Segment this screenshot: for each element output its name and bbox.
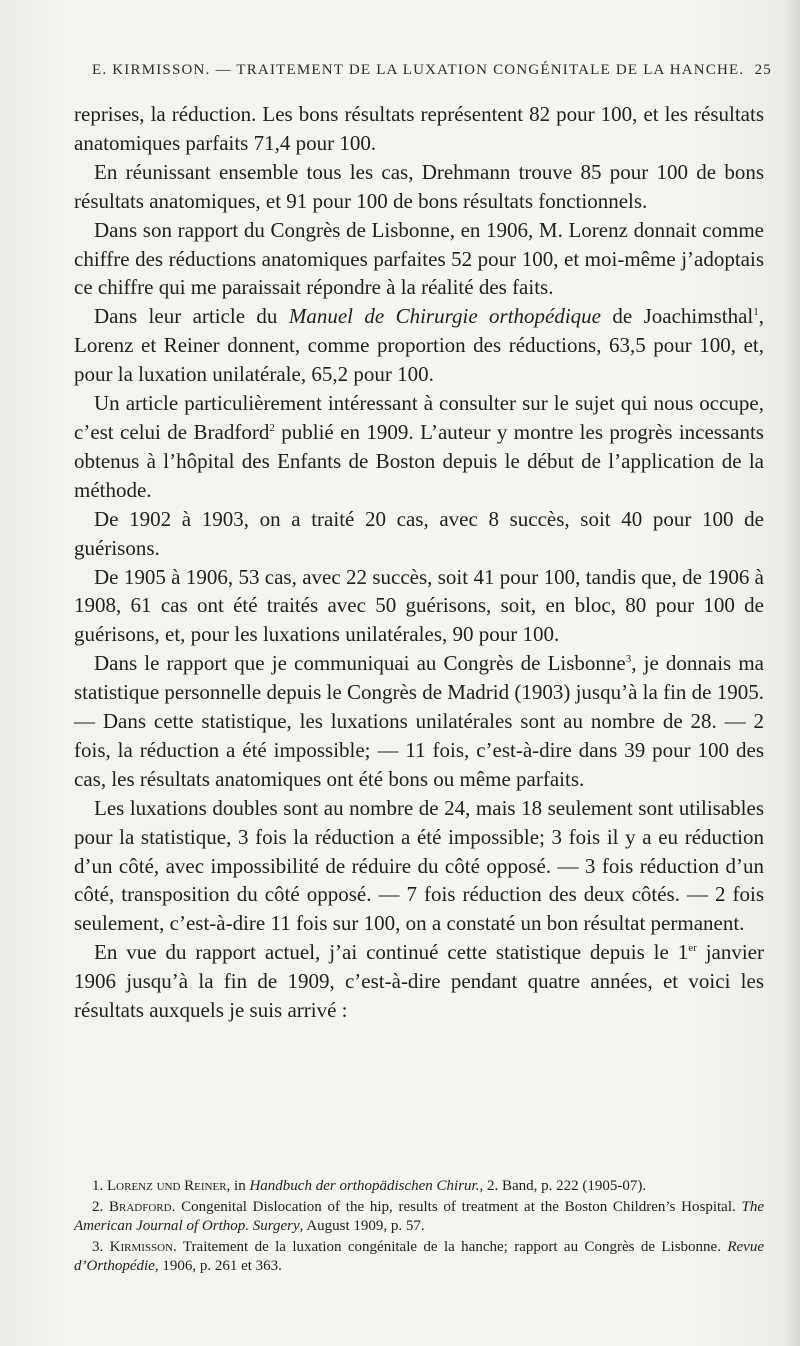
paragraph-4-text-a: Dans leur article du (94, 304, 289, 329)
footnote-2 (74, 1198, 764, 1236)
footnote-2-text-b: , August 1909, p. 57. (299, 1218, 425, 1234)
footnote-3-number: 3. (92, 1239, 110, 1255)
paragraph-9: Les luxations doubles sont au nombre de 24, mais 18 seulement sont utilisables pour la statistique, 3 fois la réduction a été impossible; 3 fois il y a eu réduction d’un côté, avec impossibilité de réduire du côté opposé. — 3 fois réduction d’un côté, transposition du côté opposé. — 7 fois réduction des deux côtés. — 2 fois seulement, c’est-à-dire 11 fois sur 100, on a constaté un bon résultat permanent. (74, 795, 764, 936)
paragraph-1: reprises, la réduction. Les bons résultats représentent 82 pour 100, et les résultats anatomiques parfaits 71,4 pour 100. (74, 102, 764, 155)
running-head (92, 62, 772, 79)
paragraph-4-text-c: , Lorenz et Reiner donnent, comme proportion des réductions, 63,5 pour 100, et, pour la luxation unilatérale, 65,2 pour 100. (74, 304, 765, 387)
paragraph-10-text-b: janvier 1906 jusqu’à la fin de 1909, c’est-à-dire pendant quatre années, et voici les résultats auxquels je suis arrivé : (74, 940, 764, 1023)
body-text (74, 100, 764, 1025)
footnote-3-text-a: . Traitement de la luxation congénitale de la hanche; rapport au Congrès de Lisbonne. (173, 1239, 728, 1255)
book-title-manuel: Manuel de Chirurgie orthopédique (288, 304, 602, 329)
ordinal-superscript: er (688, 942, 697, 955)
paragraph-2: En réunissant ensemble tous les cas, Drehmann trouve 85 pour 100 de bons résultats anatomiques, et 91 pour 100 de bons résultats fonctionnels. (74, 159, 764, 213)
paragraph-8 (74, 649, 764, 794)
paragraph-8-text-a: Dans le rapport que je communiquai au Congrès de Lisbonne (94, 651, 626, 676)
footnote-2-author: Bradford (109, 1199, 172, 1215)
footnote-2-title: The American Journal of Orthop. Surgery (74, 1199, 765, 1234)
footnote-2-text-a: . Congenital Dislocation of the hip, results of treatment at the Boston Children’s Hospital. (171, 1199, 742, 1215)
running-title: E. KIRMISSON. — TRAITEMENT DE LA LUXATION CONGÉNITALE DE LA HANCHE. (92, 62, 745, 78)
footnote-3 (74, 1238, 764, 1276)
paragraph-8-text-b: , je donnais ma statistique personnelle depuis le Congrès de Madrid (1903) jusqu’à la fin de 1905. — Dans cette statistique, les luxations unilatérales sont au nombre de 28. — 2 fois, la réduction a été impossible; — 11 fois, c’est-à-dire dans 39 pour 100 des cas, les résultats anatomiques ont été bons ou même parfaits. (74, 651, 765, 791)
paragraph-5-text-b: publié en 1909. L’auteur y montre les progrès incessants obtenus à l’hôpital des Enfants de Boston depuis le début de l’application de la méthode. (74, 419, 764, 502)
footnote-ref-3: 3 (625, 653, 632, 666)
page-edge-shadow (782, 0, 800, 1346)
footnote-1-text-b: , 2. Band, p. 222 (1905-07). (479, 1178, 647, 1194)
footnote-1-title: Handbuch der orthopädischen Chirur. (249, 1178, 480, 1194)
footnote-1-number: 1. (92, 1178, 107, 1194)
footnote-1-authors: Lorenz und Reiner (107, 1178, 227, 1194)
paragraph-5-text-a: Un article particulièrement intéressant à consulter sur le sujet qui nous occupe, c’est celui de Bradford (74, 391, 764, 444)
footnote-1-text-a: , in (226, 1178, 250, 1194)
paragraph-10-text-a: En vue du rapport actuel, j’ai continué cette statistique depuis le 1 (94, 940, 689, 965)
footnote-ref-1: 1 (753, 306, 759, 319)
paragraph-4 (74, 302, 764, 389)
footnote-2-number: 2. (92, 1199, 109, 1215)
paragraph-7: De 1905 à 1906, 53 cas, avec 22 succès, soit 41 pour 100, tandis que, de 1906 à 1908, 61 cas ont été traités avec 50 guérisons, soit, en bloc, 80 pour 100 de guérisons, et, pour les luxations unilatérales, 90 pour 100. (74, 564, 764, 647)
footnote-1 (74, 1177, 764, 1196)
footnote-3-title: Revue d’Orthopédie (74, 1239, 764, 1274)
page-number: 25 (754, 62, 772, 78)
paragraph-10 (74, 938, 764, 1025)
footnote-3-text-b: , 1906, p. 261 et 363. (154, 1258, 282, 1274)
paragraph-5 (74, 389, 764, 505)
footnote-ref-2: 2 (269, 421, 275, 434)
paragraph-4-text-b: de Joachimsthal (601, 304, 754, 329)
footnotes (74, 1177, 764, 1278)
paragraph-3: Dans son rapport du Congrès de Lisbonne, en 1906, M. Lorenz donnait comme chiffre des réductions anatomiques parfaites 52 pour 100, et moi-même j’adoptais ce chiffre qui me paraissait répondre à la réalité des faits. (74, 217, 764, 300)
footnote-3-author: Kirmisson (109, 1239, 174, 1255)
paragraph-6: De 1902 à 1903, on a traité 20 cas, avec 8 succès, soit 40 pour 100 de guérisons. (74, 506, 764, 560)
